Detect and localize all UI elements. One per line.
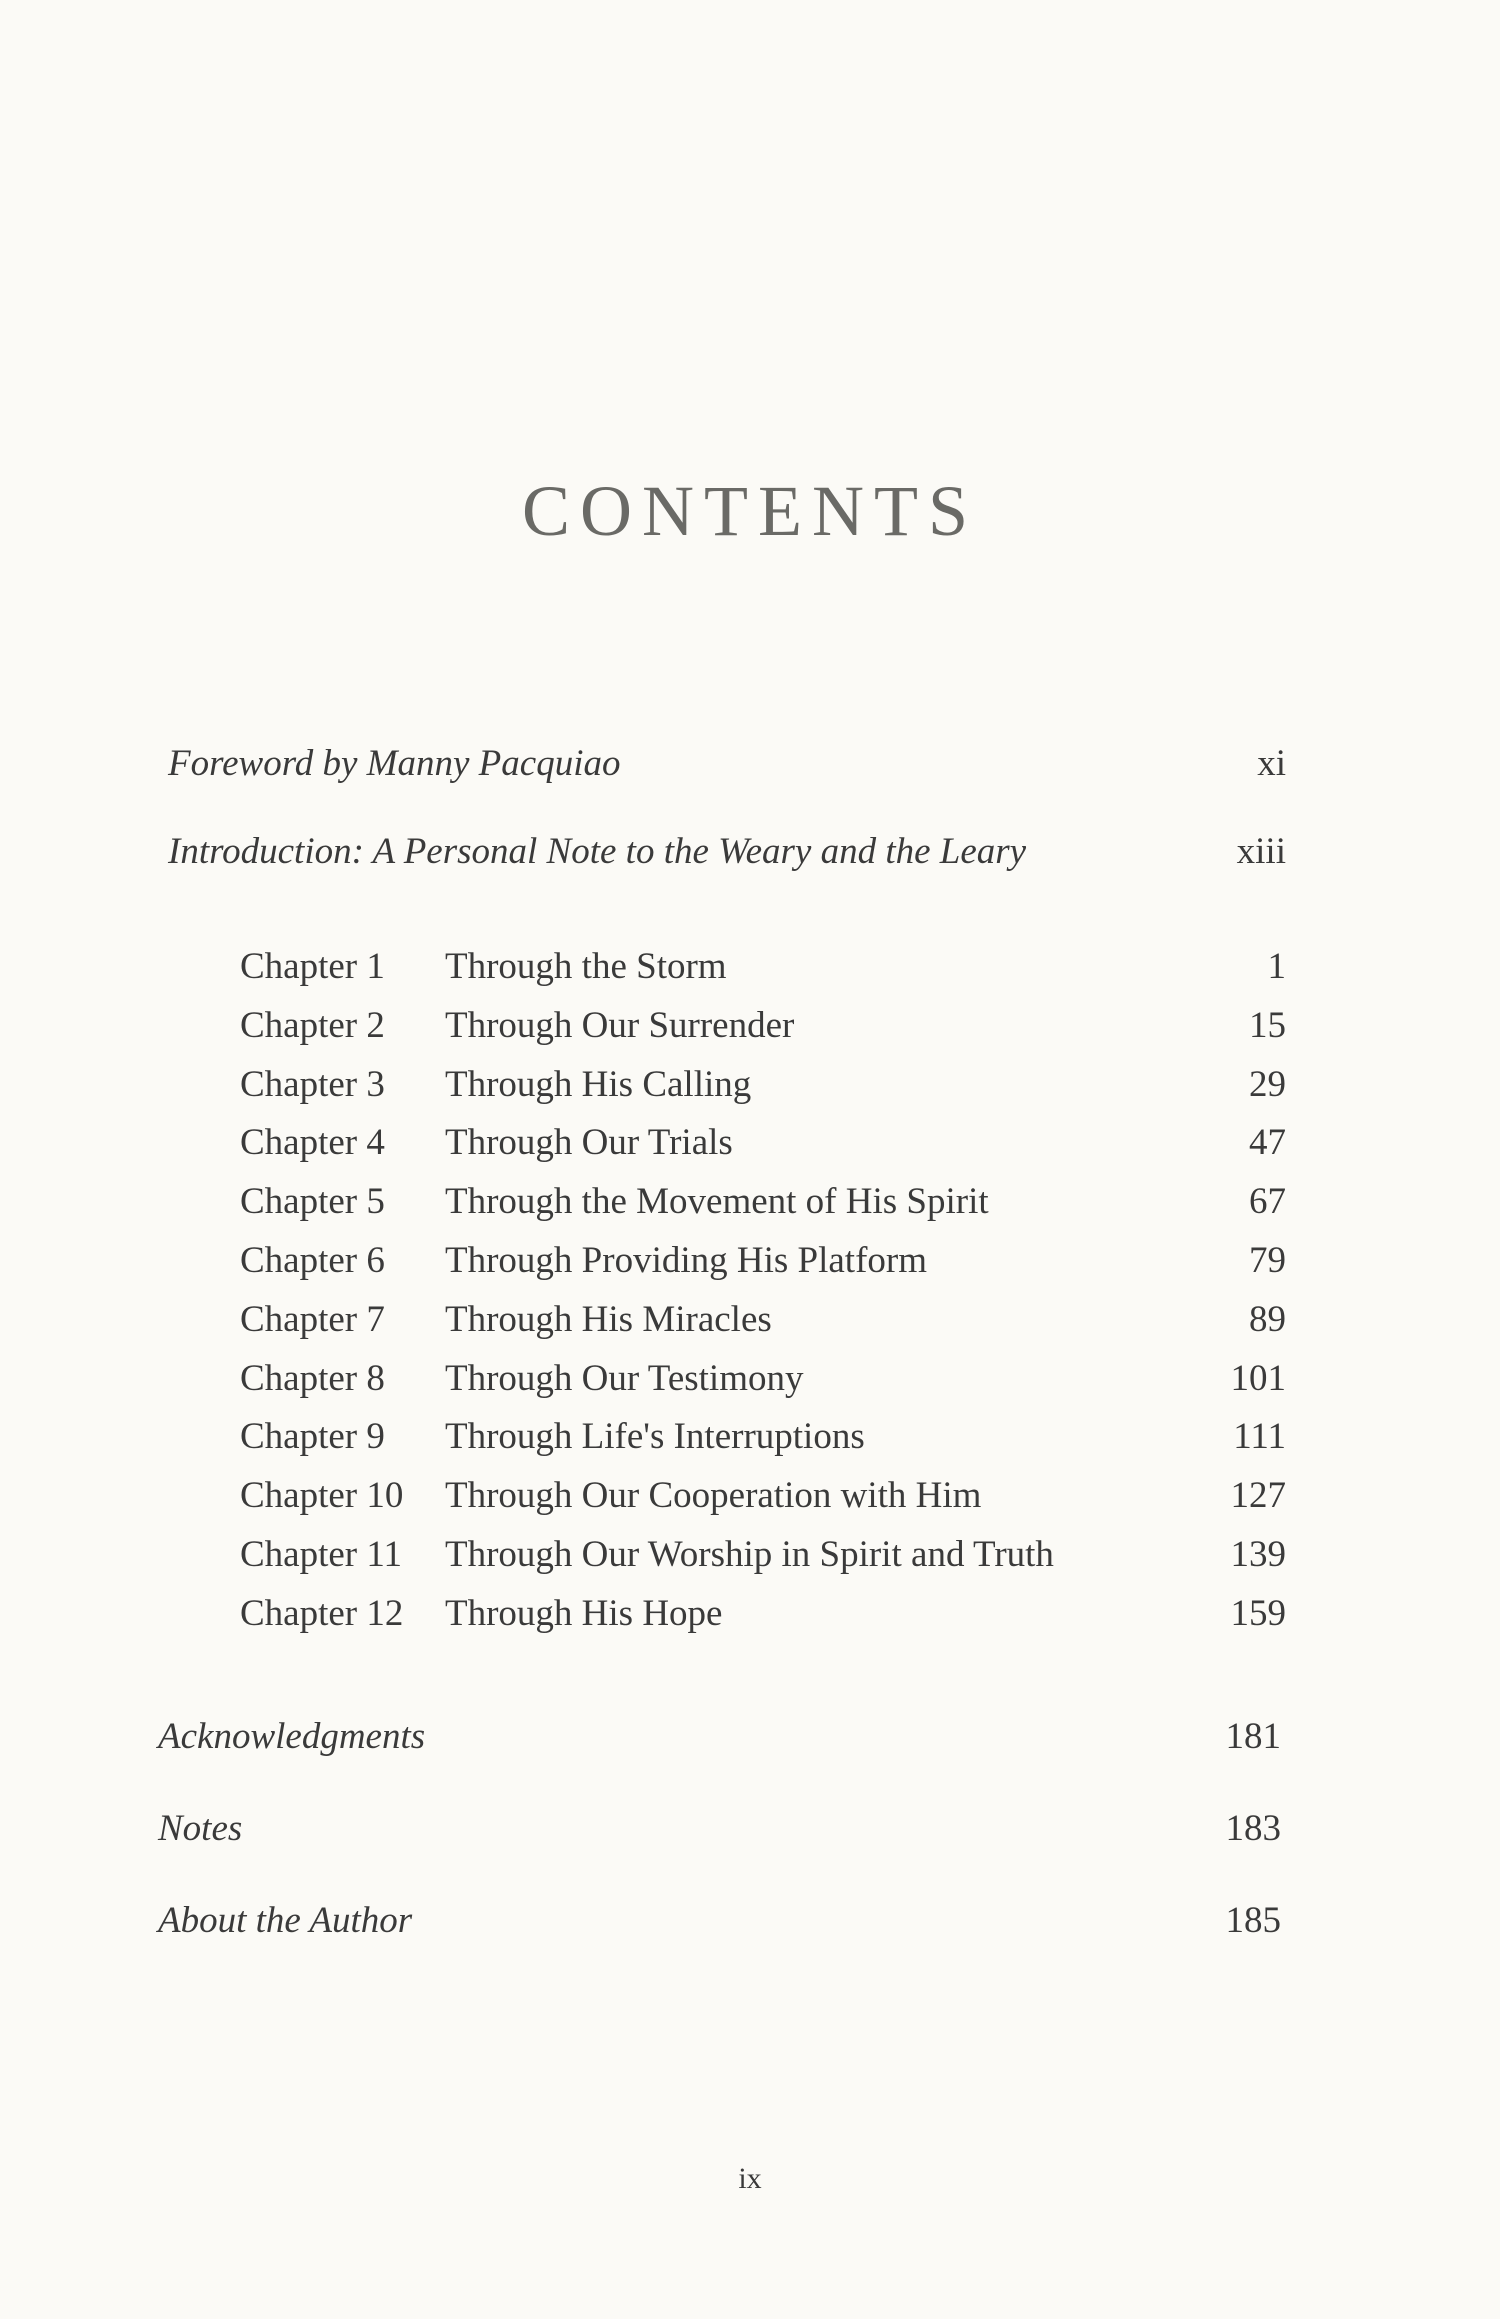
chapter-row xyxy=(240,1592,1286,1651)
chapter-number: Chapter 5 xyxy=(240,1181,385,1223)
chapter-number: Chapter 12 xyxy=(240,1592,404,1634)
chapter-page: 101 xyxy=(1230,1357,1286,1399)
chapter-row xyxy=(240,1121,1286,1180)
toc-entry-label: Acknowledgments xyxy=(158,1716,426,1757)
chapter-row xyxy=(240,1004,1286,1063)
toc-entry-page: 183 xyxy=(1225,1808,1281,1849)
chapter-row xyxy=(240,1239,1286,1298)
chapter-number: Chapter 4 xyxy=(240,1122,385,1164)
chapter-row xyxy=(240,1474,1286,1533)
chapter-page: 67 xyxy=(1249,1181,1286,1223)
toc-entry-foreword xyxy=(168,742,1286,785)
contents-title: CONTENTS xyxy=(522,471,978,551)
chapter-title: Through the Movement of His Spirit xyxy=(445,1181,989,1223)
chapter-title: Through the Storm xyxy=(445,946,727,987)
chapter-row xyxy=(240,945,1286,1004)
chapter-number: Chapter 10 xyxy=(240,1475,404,1517)
chapter-page: 89 xyxy=(1249,1298,1286,1340)
toc-entry-page: 185 xyxy=(1225,1900,1281,1941)
chapter-row xyxy=(240,1180,1286,1239)
chapter-page: 79 xyxy=(1249,1239,1286,1281)
toc-entry-about-author xyxy=(158,1899,1281,1942)
chapter-title: Through His Miracles xyxy=(445,1298,772,1340)
chapter-page: 1 xyxy=(1267,946,1286,987)
toc-entry-label: Introduction: A Personal Note to the Weary and the Leary xyxy=(168,831,1027,872)
chapter-row xyxy=(240,1533,1286,1592)
chapter-title: Through His Calling xyxy=(445,1063,752,1105)
toc-entry-label: Foreword by Manny Pacquiao xyxy=(168,743,621,784)
chapter-page: 29 xyxy=(1249,1063,1286,1105)
chapter-list xyxy=(240,945,1286,1651)
chapter-title: Through His Hope xyxy=(445,1592,723,1634)
chapter-title: Through Our Worship in Spirit and Truth xyxy=(445,1533,1054,1575)
chapter-number: Chapter 8 xyxy=(240,1357,385,1399)
page-number: ix xyxy=(738,2162,762,2195)
chapter-row xyxy=(240,1063,1286,1122)
chapter-row xyxy=(240,1415,1286,1474)
toc-entry-page: 181 xyxy=(1225,1716,1281,1757)
chapter-page: 159 xyxy=(1230,1592,1286,1634)
chapter-title: Through Our Surrender xyxy=(445,1004,795,1046)
chapter-row xyxy=(240,1357,1286,1416)
toc-entry-page: xi xyxy=(1257,743,1286,784)
chapter-title: Through Providing His Platform xyxy=(445,1239,928,1281)
chapter-number: Chapter 3 xyxy=(240,1063,385,1105)
chapter-page: 47 xyxy=(1249,1122,1286,1164)
chapter-page: 127 xyxy=(1230,1475,1286,1517)
chapter-number: Chapter 11 xyxy=(240,1533,403,1575)
toc-entry-label: About the Author xyxy=(158,1900,413,1941)
toc-entry-label: Notes xyxy=(158,1808,243,1849)
chapter-title: Through Our Trials xyxy=(445,1122,733,1164)
chapter-number: Chapter 9 xyxy=(240,1416,385,1458)
chapter-number: Chapter 7 xyxy=(240,1298,385,1340)
chapter-number: Chapter 1 xyxy=(240,946,385,987)
toc-entry-page: xiii xyxy=(1236,831,1286,872)
chapter-title: Through Our Testimony xyxy=(445,1357,804,1399)
chapter-page: 15 xyxy=(1249,1004,1286,1046)
chapter-number: Chapter 2 xyxy=(240,1004,385,1046)
toc-entry-acknowledgments xyxy=(158,1715,1281,1758)
chapter-page: 139 xyxy=(1230,1533,1286,1575)
chapter-title: Through Our Cooperation with Him xyxy=(445,1475,982,1517)
toc-entry-notes xyxy=(158,1807,1281,1850)
chapter-page: 111 xyxy=(1233,1416,1286,1458)
chapter-title: Through Life's Interruptions xyxy=(445,1416,865,1458)
toc-entry-introduction xyxy=(168,830,1286,873)
chapter-row xyxy=(240,1298,1286,1357)
chapter-number: Chapter 6 xyxy=(240,1239,385,1281)
